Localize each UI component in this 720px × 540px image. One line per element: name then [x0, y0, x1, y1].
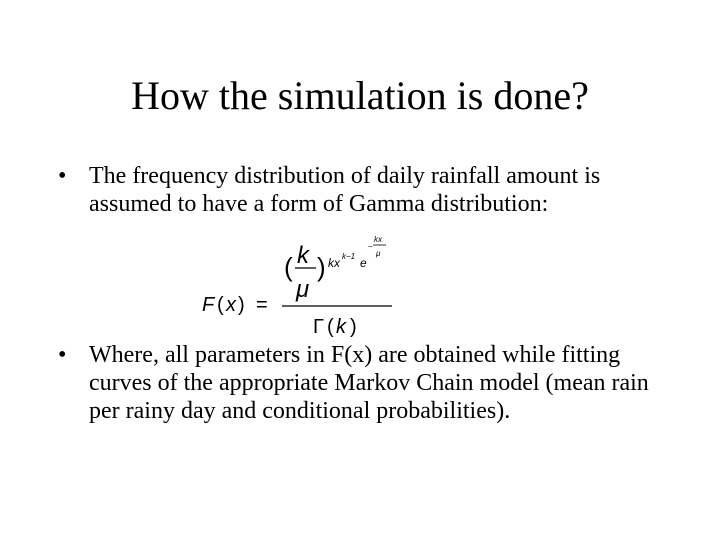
bullet-marker: •: [58, 163, 67, 189]
formula-e: e: [360, 256, 367, 270]
formula-numerator-close-paren: ): [317, 252, 326, 282]
formula-mu: μ: [296, 276, 310, 303]
formula-gamma: Γ: [313, 316, 325, 338]
bullet-text: Where, all parameters in F(x) are obtained while fitting curves of the appropriate Markov Chain model (mean rain per rainy day and conditional probabilities).: [89, 342, 649, 424]
bullet-text: The frequency distribution of daily rainfall amount is assumed to have a form of Gamma distribution:: [89, 163, 601, 217]
formula-exponent-k-minus-1: k−1: [342, 252, 356, 261]
gamma-distribution-formula: [200, 228, 400, 340]
formula-exponent-mu: μ: [376, 249, 381, 258]
formula-close-paren: ): [238, 294, 245, 316]
slide-title: How the simulation is done?: [131, 73, 589, 118]
formula-x: x: [226, 294, 236, 316]
formula-kx: kx: [328, 256, 340, 270]
formula-exponent-kx: kx: [374, 235, 382, 244]
formula-gamma-open-paren: (: [327, 316, 334, 338]
formula-gamma-close-paren: ): [350, 316, 357, 338]
formula-numerator-open-paren: (: [284, 252, 293, 282]
bullet-marker: •: [58, 342, 67, 368]
formula-exponent-minus: −: [368, 242, 373, 251]
formula-open-paren: (: [217, 294, 224, 316]
bullet-item-parameters: [58, 341, 678, 425]
formula-gamma-k: k: [336, 316, 346, 338]
formula-F: F: [202, 294, 215, 316]
formula-equals: =: [256, 294, 268, 316]
bullet-item-distribution: [58, 162, 678, 218]
formula-k: k: [297, 242, 309, 269]
